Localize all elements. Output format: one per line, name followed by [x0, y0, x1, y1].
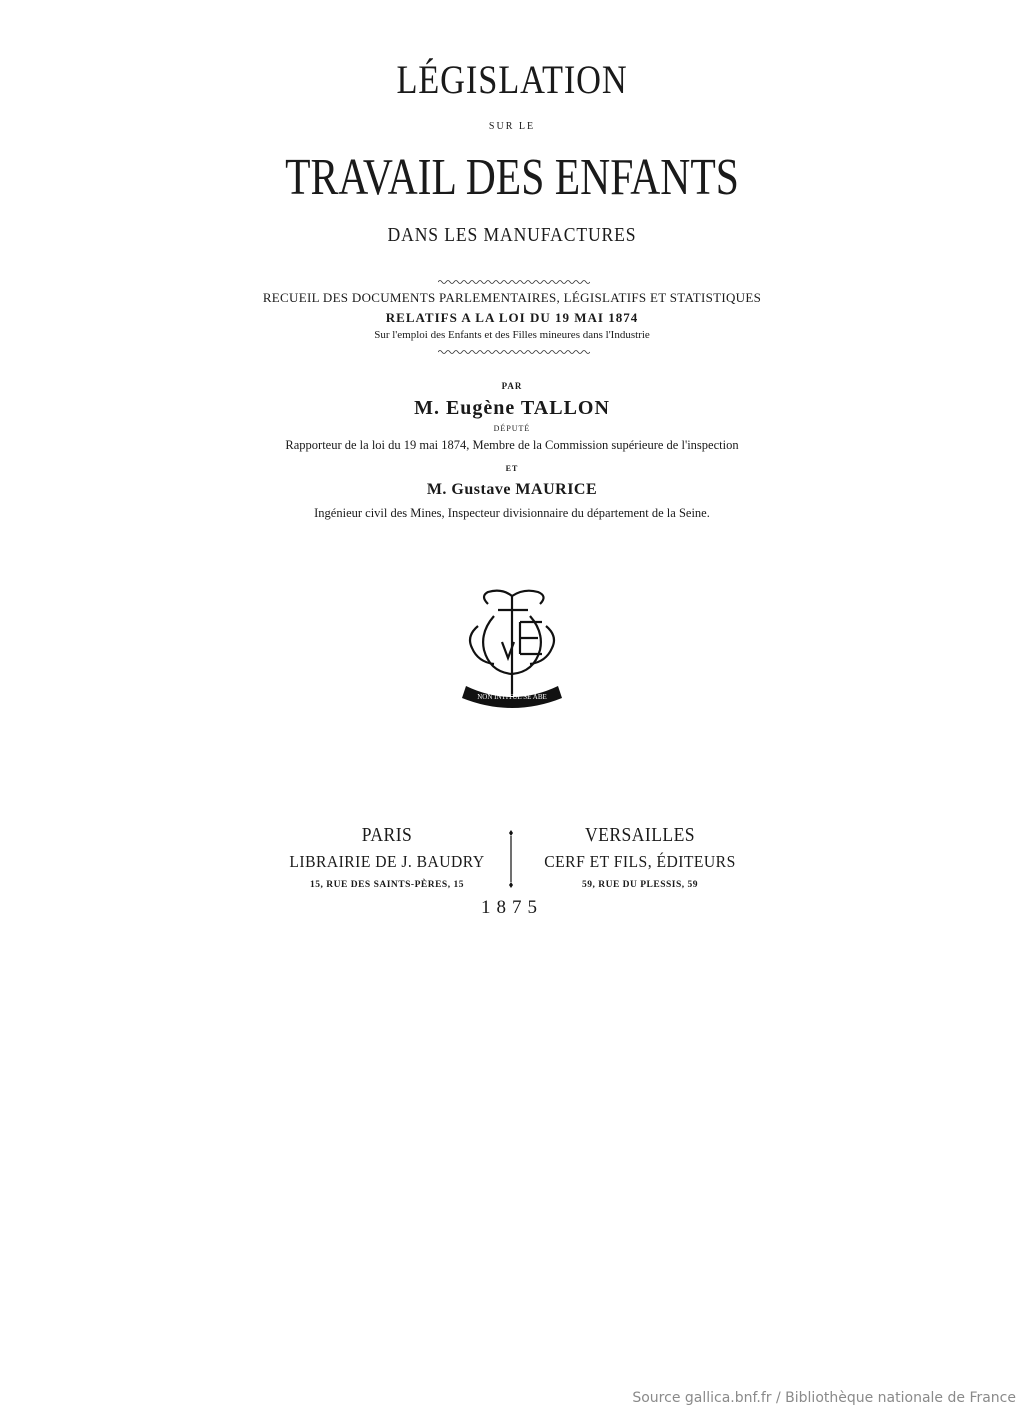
publisher-versailles-city: VERSAILLES: [585, 824, 695, 846]
by-label: PAR: [501, 381, 523, 391]
ornament-rule-bottom: [438, 349, 590, 355]
emblem-motto: NON INTITUL SE ABE: [477, 693, 547, 701]
title-legislation: LÉGISLATION: [396, 57, 628, 102]
publisher-versailles: [512, 824, 768, 890]
publisher-versailles-name: CERF ET FILS, ÉDITEURS: [544, 852, 736, 871]
publisher-monogram-emblem: [458, 586, 566, 718]
author-maurice-description: Ingénieur civil des Mines, Inspecteur divisionnaire du département de la Seine.: [314, 506, 710, 520]
title-main: TRAVAIL DES ENFANTS: [285, 149, 739, 206]
publisher-paris: [262, 824, 512, 890]
ornament-rule-top: [438, 279, 590, 285]
author-tallon: M. Eugène TALLON: [414, 397, 610, 419]
and-label: ET: [505, 464, 519, 473]
author-tallon-role: DÉPUTÉ: [493, 424, 531, 433]
source-attribution: Source gallica.bnf.fr / Bibliothèque nationale de France: [632, 1390, 1016, 1406]
publisher-paris-name: LIBRAIRIE DE J. BAUDRY: [289, 852, 485, 871]
title-connector: SUR LE: [488, 121, 536, 132]
publisher-versailles-address: 59, RUE DU PLESSIS, 59: [581, 880, 699, 890]
title-subline: DANS LES MANUFACTURES: [387, 224, 637, 246]
publisher-paris-city: PARIS: [361, 824, 413, 846]
law-subject: Sur l'emploi des Enfants et des Filles mineures dans l'Industrie: [374, 329, 650, 341]
publisher-paris-address: 15, RUE DES SAINTS-PÈRES, 15: [310, 880, 464, 890]
publication-year: 1875: [481, 897, 543, 918]
author-maurice: M. Gustave MAURICE: [426, 481, 598, 498]
collection-description: RECUEIL DES DOCUMENTS PARLEMENTAIRES, LÉGISLATIFS ET STATISTIQUES: [262, 290, 762, 305]
author-tallon-description: Rapporteur de la loi du 19 mai 1874, Membre de la Commission supérieure de l'inspection: [285, 438, 739, 452]
law-reference: RELATIFS A LA LOI DU 19 MAI 1874: [385, 310, 639, 325]
